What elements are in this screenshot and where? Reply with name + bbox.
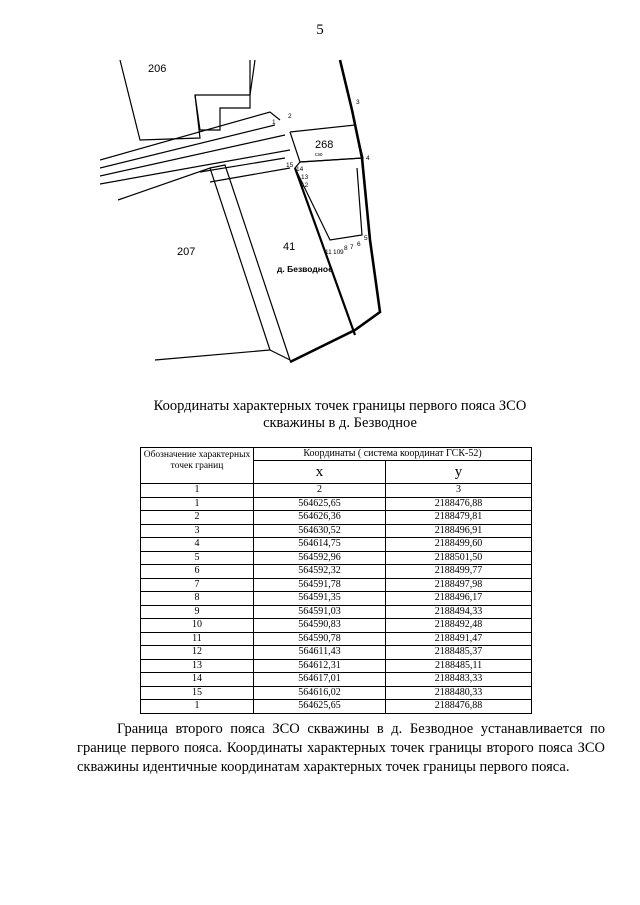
- x-coordinate-cell: 564591,78: [254, 578, 386, 592]
- x-coordinate-cell: 564592,32: [254, 565, 386, 579]
- y-coordinate-cell: 2188476,88: [386, 497, 532, 511]
- point-id-cell: 10: [141, 619, 254, 633]
- table-row: [141, 592, 532, 606]
- point-8: 8: [344, 245, 348, 252]
- y-coordinate-cell: 2188499,77: [386, 565, 532, 579]
- point-7: 7: [350, 244, 354, 251]
- caption-line-2: скважины в д. Безводное: [263, 415, 417, 431]
- y-coordinate-cell: 2188494,33: [386, 605, 532, 619]
- point-id-cell: 5: [141, 551, 254, 565]
- point-4: 4: [366, 155, 370, 162]
- table-row: [141, 538, 532, 552]
- parcel-41-label: 41: [283, 241, 296, 253]
- table-row: [141, 511, 532, 525]
- y-coordinate-cell: 2188492,48: [386, 619, 532, 633]
- point-14: 14: [296, 166, 304, 173]
- x-coordinate-cell: 564591,35: [254, 592, 386, 606]
- y-coordinate-cell: 2188499,60: [386, 538, 532, 552]
- header-x: x: [254, 461, 386, 484]
- parcel-206-label: 206: [148, 63, 167, 75]
- x-coordinate-cell: 564590,78: [254, 632, 386, 646]
- parcel-207-label: 207: [177, 246, 196, 258]
- point-13: 13: [301, 174, 309, 181]
- village-label: д. Безводное: [277, 264, 333, 274]
- header-y: y: [386, 461, 532, 484]
- table-row: [141, 605, 532, 619]
- x-coordinate-cell: 564592,96: [254, 551, 386, 565]
- y-coordinate-cell: 2188496,91: [386, 524, 532, 538]
- point-id-cell: 1: [141, 497, 254, 511]
- y-coordinate-cell: 2188480,33: [386, 686, 532, 700]
- point-id-cell: 6: [141, 565, 254, 579]
- point-id-cell: 3: [141, 524, 254, 538]
- point-id-cell: 8: [141, 592, 254, 606]
- y-coordinate-cell: 2188476,88: [386, 700, 532, 714]
- point-id-cell: 14: [141, 673, 254, 687]
- header-coordinates: Координаты ( система координат ГСК-52): [254, 448, 532, 461]
- cadastral-map: [100, 50, 400, 380]
- point-id-cell: 2: [141, 511, 254, 525]
- table-row: [141, 700, 532, 714]
- point-11: 11: [325, 249, 332, 256]
- point-10: 10: [333, 249, 341, 256]
- table-row: [141, 659, 532, 673]
- y-coordinate-cell: 2188501,50: [386, 551, 532, 565]
- caption-line-1: Координаты характерных точек границы первого пояса ЗСО: [153, 398, 527, 414]
- y-coordinate-cell: 2188485,11: [386, 659, 532, 673]
- table-row: [141, 686, 532, 700]
- point-2: 2: [288, 113, 292, 120]
- table-row: [141, 524, 532, 538]
- point-id-cell: 11: [141, 632, 254, 646]
- x-coordinate-cell: 564590,83: [254, 619, 386, 633]
- point-id-cell: 15: [141, 686, 254, 700]
- point-12: 12: [301, 182, 309, 189]
- y-coordinate-cell: 2188479,81: [386, 511, 532, 525]
- table-row: [141, 578, 532, 592]
- point-9: 9: [340, 249, 344, 256]
- parcel-268-label: 268: [315, 139, 334, 151]
- point-id-cell: 13: [141, 659, 254, 673]
- coordinates-table: [140, 447, 532, 714]
- x-coordinate-cell: 564591,03: [254, 605, 386, 619]
- x-coordinate-cell: 564626,36: [254, 511, 386, 525]
- x-coordinate-cell: 564614,75: [254, 538, 386, 552]
- table-row: [141, 551, 532, 565]
- point-id-cell: 7: [141, 578, 254, 592]
- point-5: 5: [364, 235, 368, 242]
- point-3: 3: [356, 99, 360, 106]
- table-row: [141, 673, 532, 687]
- y-coordinate-cell: 2188491,47: [386, 632, 532, 646]
- col-number-2: 2: [254, 484, 386, 498]
- x-coordinate-cell: 564616,02: [254, 686, 386, 700]
- point-id-cell: 1: [141, 700, 254, 714]
- header-point-label: Обозначение характерных точек границ: [141, 448, 254, 484]
- point-1: 1: [272, 119, 276, 126]
- page-number: 5: [316, 22, 324, 38]
- table-row: [141, 646, 532, 660]
- y-coordinate-cell: 2188485,37: [386, 646, 532, 660]
- x-coordinate-cell: 564625,65: [254, 700, 386, 714]
- point-15: 15: [286, 162, 294, 169]
- table-row: [141, 497, 532, 511]
- col-number-1: 1: [141, 484, 254, 498]
- table-row: [141, 632, 532, 646]
- point-6: 6: [357, 241, 361, 248]
- x-coordinate-cell: 564612,31: [254, 659, 386, 673]
- table-row: [141, 619, 532, 633]
- table-caption: [0, 398, 640, 432]
- y-coordinate-cell: 2188496,17: [386, 592, 532, 606]
- x-coordinate-cell: 564625,65: [254, 497, 386, 511]
- point-id-cell: 9: [141, 605, 254, 619]
- x-coordinate-cell: 564630,52: [254, 524, 386, 538]
- x-coordinate-cell: 564611,43: [254, 646, 386, 660]
- y-coordinate-cell: 2188483,33: [386, 673, 532, 687]
- table-row: [141, 565, 532, 579]
- point-id-cell: 4: [141, 538, 254, 552]
- parcel-268-sub: сзо: [315, 152, 323, 158]
- point-id-cell: 12: [141, 646, 254, 660]
- col-number-3: 3: [386, 484, 532, 498]
- x-coordinate-cell: 564617,01: [254, 673, 386, 687]
- y-coordinate-cell: 2188497,98: [386, 578, 532, 592]
- body-paragraph: Граница второго пояса ЗСО скважины в д. Безводное устанавливается по границе первого пояса. Координаты характерных точек границы второго пояса ЗСО скважины идентичные координатам характерных точек границы первого пояса.: [77, 721, 605, 775]
